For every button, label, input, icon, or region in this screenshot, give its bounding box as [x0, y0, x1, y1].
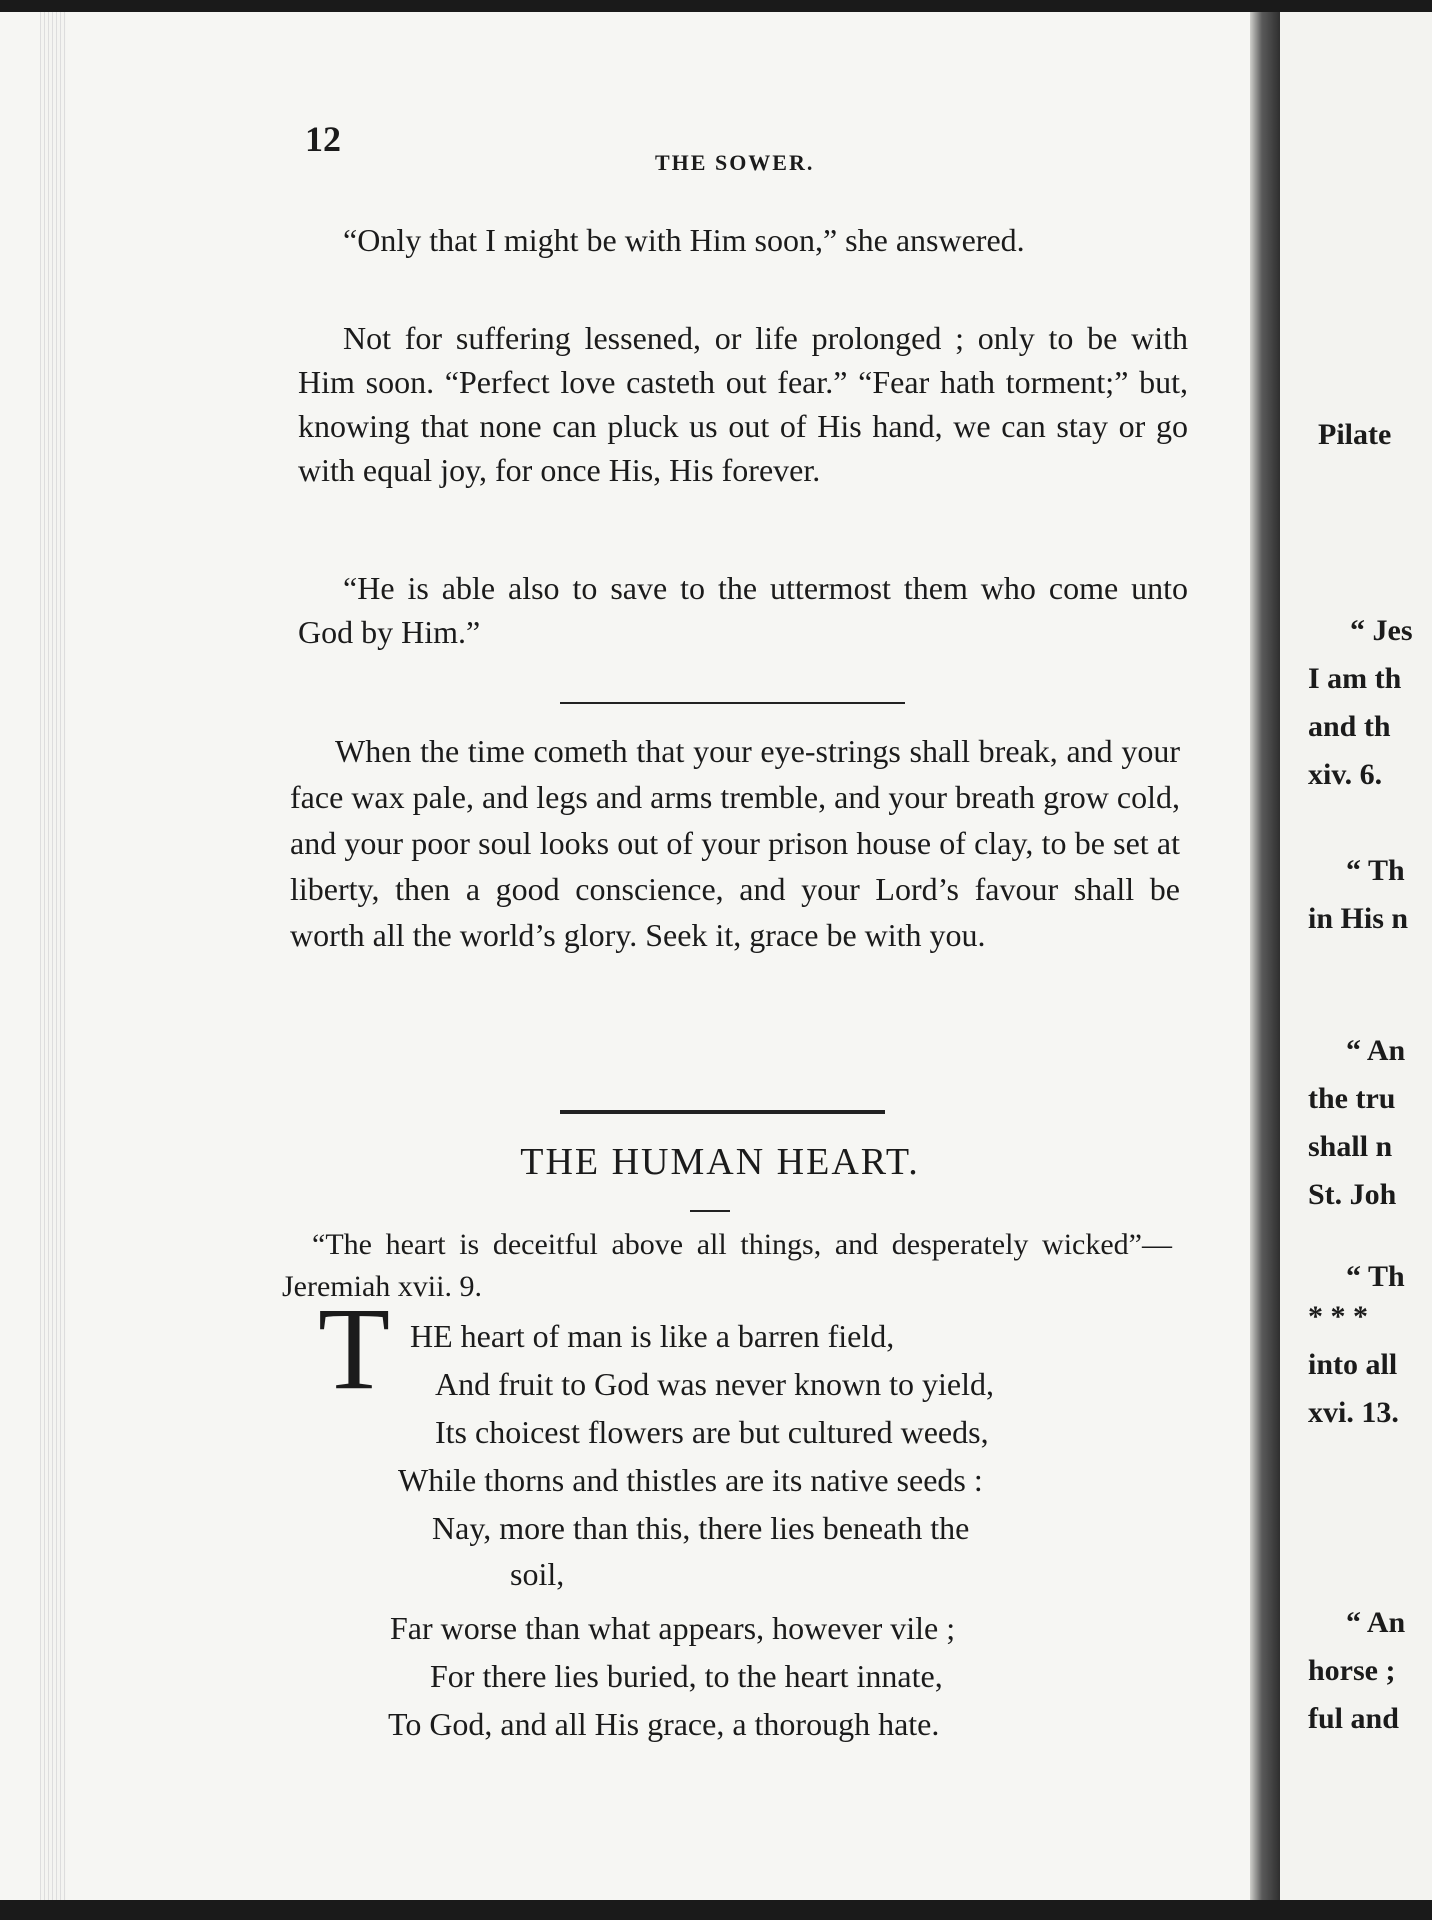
facing-text: in His n	[1308, 902, 1409, 935]
facing-text: “ Jes	[1350, 614, 1413, 647]
section-rule-short	[560, 702, 905, 704]
paragraph-1-block	[298, 218, 1188, 262]
poem-line: Far worse than what appears, however vile ;	[390, 1610, 956, 1646]
poem-line: HE heart of man is like a barren field,	[410, 1318, 895, 1354]
poem-line: To God, and all His grace, a thorough hate.	[388, 1706, 940, 1742]
poem-line: And fruit to God was never known to yield,	[435, 1366, 995, 1402]
poem-line: soil,	[510, 1556, 565, 1592]
scan-border-bottom	[0, 1900, 1432, 1920]
paragraph-4-block	[290, 728, 1180, 958]
facing-text: into all	[1308, 1348, 1398, 1381]
poem-line: Its choicest flowers are but cultured weeds,	[435, 1414, 989, 1450]
book-gutter	[1250, 12, 1280, 1900]
facing-text: horse ;	[1308, 1654, 1396, 1687]
page-edges	[40, 12, 66, 1900]
running-head: THE SOWER.	[655, 150, 815, 175]
facing-text: St. Joh	[1308, 1178, 1397, 1211]
scan-border-top	[0, 0, 1432, 12]
facing-text: * * *	[1308, 1300, 1368, 1333]
page-number: 12	[305, 119, 341, 159]
paragraph-2-block	[298, 316, 1188, 492]
facing-text: and th	[1308, 710, 1391, 743]
paragraph-4: When the time cometh that your eye-strings shall break, and your face wax pale, and legs and arms tremble, and your breath grow cold, and your poor soul looks out of your prison house of clay, to be set at liberty, then a good conscience, and your Lord’s favour shall be worth all the world’s glory. Seek it, grace be with you.	[290, 733, 1180, 953]
facing-text: the tru	[1308, 1082, 1396, 1115]
paragraph-3-block	[298, 566, 1188, 654]
facing-text: xiv. 6.	[1308, 758, 1383, 791]
poem-line: While thorns and thistles are its native seeds :	[398, 1462, 983, 1498]
facing-text: “ Th	[1346, 1260, 1405, 1293]
section-rule-heavy	[560, 1110, 885, 1114]
paragraph-3: “He is able also to save to the uttermost them who come unto God by Him.”	[298, 570, 1188, 650]
epigraph: “The heart is deceitful above all things, and desperately wicked”—Jeremiah xvii. 9.	[282, 1228, 1172, 1303]
paragraph-1: “Only that I might be with Him soon,” she answered.	[343, 222, 1025, 258]
facing-text: “ Th	[1346, 854, 1405, 887]
facing-text: Pilate	[1318, 418, 1392, 451]
drop-cap: T	[318, 1283, 391, 1414]
section-title: THE HUMAN HEART.	[520, 1141, 920, 1183]
poem-line: Nay, more than this, there lies beneath the	[432, 1510, 970, 1546]
facing-text: shall n	[1308, 1130, 1393, 1163]
facing-text: “ An	[1346, 1034, 1406, 1067]
facing-text: xvi. 13.	[1308, 1396, 1399, 1429]
title-rule	[690, 1210, 730, 1212]
poem-line: For there lies buried, to the heart innate,	[430, 1658, 943, 1694]
facing-text: I am th	[1308, 662, 1402, 695]
facing-text: “ An	[1346, 1606, 1406, 1639]
facing-text: ful and	[1308, 1702, 1399, 1735]
paragraph-2: Not for suffering lessened, or life prolonged ; only to be with Him soon. “Perfect love casteth out fear.” “Fear hath torment;” but, knowing that none can pluck us out of His hand, we can stay or go with equal joy, for once His, His forever.	[298, 320, 1188, 488]
